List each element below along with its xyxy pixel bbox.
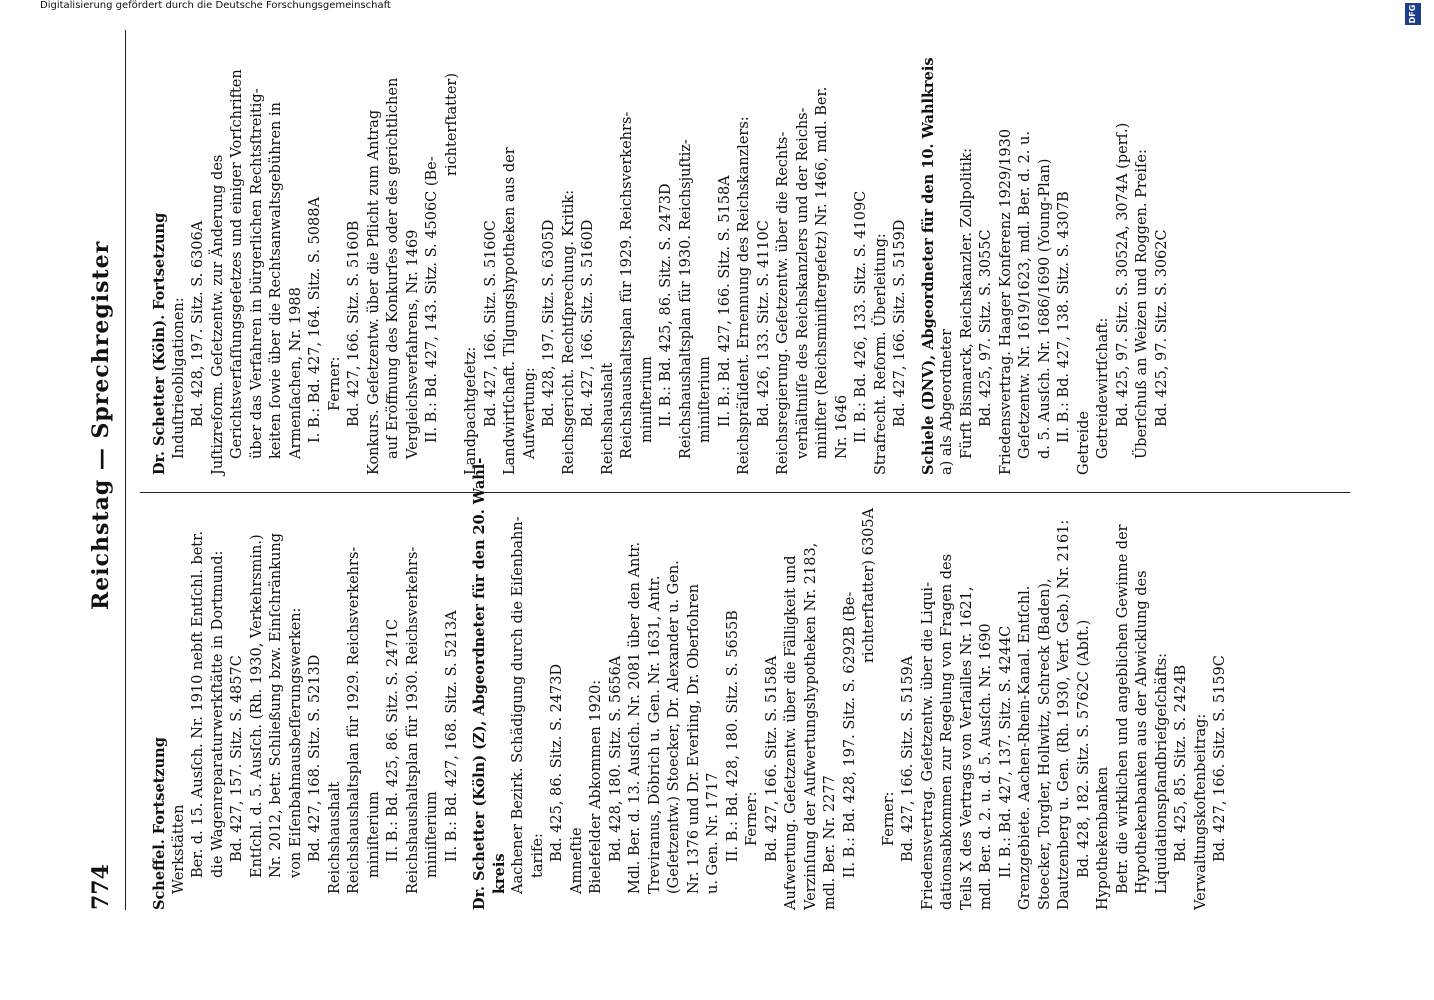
- register-line: Reichshaushalt: [326, 781, 343, 894]
- page-header: [82, 30, 122, 910]
- register-line: dationsabkommen zur Regelung von Fragen des: [939, 553, 955, 910]
- register-line: Bd. 428, 197. Sitz. S. 6306A: [190, 220, 206, 427]
- register-line: Werkstätten: [170, 804, 187, 894]
- register-line: Mdl. Ber. d. 13. Ausſch. Nr. 2081 über den Antr.: [627, 541, 643, 894]
- register-line: Verwaltungskoſtenbeitrag:: [1192, 713, 1209, 910]
- register-line: Konkurs. Geſetzentw. über die Pflicht zum Antrag: [365, 109, 382, 475]
- register-line: Amneſtie: [568, 827, 585, 894]
- register-line: d. 5. Ausſch. Nr. 1686/1690 (Young-Plan): [1036, 158, 1053, 459]
- register-line: Betr. die wirklichen und angeblichen Gewinne der: [1114, 524, 1131, 894]
- register-line: richterſtatter): [443, 73, 460, 177]
- register-line: Reichshaushaltsplan für 1929. Reichsverkehrs-: [619, 111, 635, 459]
- register-line: Armenſachen, Nr. 1988: [287, 287, 304, 459]
- register-line: Teils X des Vertrags von Verſailles Nr. 1621,: [958, 586, 975, 910]
- register-line: Aachener Bezirk. Schädigung durch die Eiſenbahn-: [510, 516, 526, 894]
- register-line: Bd. 427, 166. Sitz. S. 5160D: [580, 219, 596, 427]
- register-line: II. B.: Bd. 427, 143. Sitz. S. 4506C (Be-: [424, 156, 440, 443]
- register-line: Bd. 428, 182. Sitz. S. 5762C (Abſt.): [1075, 619, 1092, 878]
- register-line: über das Verfahren in bürgerlichen Rechtsſtreitig-: [248, 88, 265, 459]
- register-line: Dr. Schetter (Köln). Fortsetzung: [151, 212, 168, 475]
- register-line: Bd. 425, 97. Sitz. S. 3052A, 3074A (perſ.): [1114, 122, 1131, 427]
- register-line: Reichshaushaltsplan für 1929. Reichsverkehrs-: [346, 546, 362, 894]
- register-line: Ferner:: [326, 356, 343, 411]
- register-line: II. B.: Bd. 425, 86. Sitz. S. 2473D: [658, 183, 674, 427]
- register-line: Aufwertung. Geſetzentw. über die Fälligkeit und: [783, 555, 799, 910]
- register-line: Reichspräſident. Ernennung des Reichskanzlers:: [736, 116, 752, 475]
- register-line: miniſterium: [424, 791, 440, 878]
- register-line: Bd. 427, 157. Sitz. S. 4857C: [229, 655, 245, 862]
- register-line: II. B.: Bd. 427, 166. Sitz. S. 5158A: [716, 175, 733, 427]
- register-line: Bd. 427, 166. Sitz. S. 5160B: [346, 220, 362, 427]
- register-line: Strafrecht. Reform. Überleitung:: [872, 233, 889, 475]
- register-line: miniſterium: [697, 356, 713, 443]
- register-line: [911, 65, 919, 475]
- register-line: Dr. Schetter (Köln) (Z), Abgeordneter für den 20. Wahl-: [471, 457, 488, 910]
- running-head: Reichstag — Sprechregister: [88, 240, 114, 610]
- dfg-logo: DFG: [1405, 3, 1421, 25]
- register-line: II. B.: Bd. 428, 180. Sitz. S. 5655B: [724, 610, 741, 862]
- register-line: Nr. 1376 und Dr. Everling, Dr. Oberfohren: [685, 583, 702, 894]
- register-line: mdl. Ber. Nr. 2277: [822, 775, 838, 910]
- register-line: Friedensvertrag. Haager Konferenz 1929/1930: [997, 128, 1014, 475]
- register-line: II. B.: Bd. 426, 133. Sitz. S. 4109C: [853, 190, 869, 443]
- register-line: Hypothekenbanken: [1095, 766, 1111, 910]
- register-line: Landwirtſchaft. Tilgungshypotheken aus der: [502, 147, 518, 475]
- register-line: Bd. 427, 166. Sitz. S. 5158A: [763, 655, 780, 862]
- register-line: auf Eröffnung des Konkurſes oder des gerichtlichen: [385, 77, 401, 459]
- register-line: Grenzgebiete. Aachen-Rhein-Kanal. Entſchl.: [1017, 585, 1033, 910]
- register-line: Bd. 428, 197. Sitz. S. 6305D: [541, 219, 557, 427]
- register-line: Verzinſung der Aufwertungshypotheken Nr. 2183,: [802, 542, 819, 910]
- register-line: Stoecker, Torgler, Hollwitz, Schreck (Baden),: [1036, 578, 1053, 910]
- register-line: Ber. d. 15. Ausſch. Nr. 1910 nebſt Entſchl. betr.: [190, 530, 206, 878]
- margin-note: [40, 0, 1340, 12]
- register-line: Treviranus, Döbrich u. Gen. Nr. 1631, Antr.: [646, 575, 663, 894]
- register-line: die Wagenreparaturwerkſtätte in Dortmund:: [209, 550, 226, 878]
- register-line: Bd. 427, 166. Sitz. S. 5159D: [892, 219, 908, 427]
- register-line: von Eiſenbahnausbeſſerungswerken:: [287, 607, 304, 878]
- register-line: verhältniſſe des Reichskanzlers und der Reichs-: [794, 107, 811, 459]
- register-line: (Geſetzentw.) Stoecker, Dr. Alexander u. Gen.: [666, 560, 682, 894]
- register-line: II. B.: Bd. 428, 197. Sitz. S. 6292B (Be-: [841, 591, 858, 878]
- register-line: Juſtizreform. Geſetzentw. zur Änderung des: [209, 154, 226, 475]
- register-line: Schiele (DNV), Abgeordneter für den 10. Wahlkreis: [919, 57, 937, 475]
- register-line: Bd. 428, 180. Sitz. S. 5656A: [607, 655, 624, 862]
- register-line: Bd. 425, 86. Sitz. S. 2473D: [549, 663, 565, 862]
- register-line: keiten ſowie über die Rechtsanwaltsgebühren in: [268, 102, 284, 459]
- register-line: Reichshaushaltsplan für 1930. Reichsverkehrs-: [404, 546, 421, 894]
- register-line: [462, 500, 470, 910]
- register-line: u. Gen. Nr. 1717: [705, 772, 721, 894]
- register-line: Induſtrieobligationen:: [170, 297, 187, 459]
- register-line: Reichsgericht. Rechtſprechung. Kritik:: [560, 189, 577, 475]
- register-line: kreis: [490, 853, 508, 894]
- register-line: Gerichtsverfaſſungsgeſetzes und einiger Vorſchriften: [229, 69, 245, 459]
- register-line: Hypothekenbanken aus der Abwicklung des: [1134, 570, 1150, 894]
- register-line: Reichsregierung. Geſetzentw. über die Rechts-: [775, 131, 791, 475]
- register-line: Vergleichsverfahrens, Nr. 1469: [404, 229, 421, 459]
- register-line: tarife:: [529, 833, 546, 878]
- register-line: Reichshaushaltsplan für 1930. Reichsjuſtiz-: [677, 139, 694, 459]
- register-line: miniſterium: [638, 356, 655, 443]
- register-line: Bielefelder Abkommen 1920:: [588, 679, 604, 894]
- register-line: Bd. 425, 85. Sitz. S. 2424B: [1173, 664, 1189, 862]
- register-line: Bd. 427, 166. Sitz. S. 5160C: [482, 220, 499, 427]
- register-line: II. B.: Bd. 427, 138. Sitz. S. 4307B: [1056, 191, 1072, 443]
- register-line: Aufwertung:: [521, 367, 538, 459]
- register-line: Fürſt Bismarck, Reichskanzler. Zollpolitik:: [958, 147, 975, 459]
- register-line: Entſchl. d. 5. Ausſch. (Rh. 1930, Verkehrsmin.): [248, 534, 265, 878]
- register-line: Ferner:: [880, 791, 897, 846]
- register-line: Bd. 425, 97. Sitz. S. 3055C: [978, 229, 994, 427]
- register-line: Bd. 427, 166. Sitz. S. 5159C: [1212, 655, 1228, 862]
- register-line: Reichshaushalt: [599, 362, 616, 475]
- register-line: Bd. 427, 168. Sitz. S. 5213D: [307, 654, 323, 862]
- register-line: miniſterium: [365, 791, 382, 878]
- register-line: Bd. 427, 166. Sitz. S. 5159A: [900, 655, 916, 862]
- register-line: Getreide: [1075, 410, 1092, 475]
- register-line: Friedensvertrag. Geſetzentw. über die Liqui-: [919, 582, 936, 910]
- register-line: Bd. 426, 133. Sitz. S. 4110C: [755, 220, 772, 427]
- register-line: Liquidationspfandbriefgeſchäfts:: [1153, 653, 1170, 894]
- register-line: a) als Abgeordneter: [939, 328, 955, 475]
- register-line: II. B.: Bd. 427, 137. Sitz. S. 4244C: [997, 625, 1014, 878]
- register-line: II. B.: Bd. 425, 86. Sitz. S. 2471C: [385, 618, 401, 862]
- register-line: Nr. 2012, betr. Schließung bzw. Einſchränkung: [268, 533, 284, 878]
- register-line: richterſtatter) 6305A: [861, 508, 877, 664]
- left-column: [150, 457, 1231, 910]
- margin-note-text: Digitalisierung gefördert durch die Deutsche Forschungsgemeinschaft: [40, 0, 391, 11]
- register-line: Dautzenberg u. Gen. (Rh. 1930, Verf. Geb.) Nr. 2161:: [1056, 519, 1072, 910]
- page-number: 774: [88, 864, 114, 910]
- register-line: I. B.: Bd. 427, 164. Sitz. S. 5088A: [307, 197, 323, 443]
- register-line: Nr. 1646: [833, 394, 850, 459]
- register-line: miniſter (Reichsminiſtergeſetz) Nr. 1466, mdl. Ber.: [814, 86, 830, 459]
- header-rule: [125, 30, 126, 910]
- register-line: mdl. Ber. d. 2. u. d. 5. Ausſch. Nr. 1690: [978, 623, 994, 910]
- register-line: II. B.: Bd. 427, 168. Sitz. S. 5213A: [443, 610, 460, 862]
- register-line: Getreidewirtſchaft:: [1095, 317, 1111, 459]
- register-line: Ferner:: [744, 791, 760, 846]
- register-line: Scheffel. Fortsetzung: [151, 737, 168, 910]
- register-line: Bd. 425, 97. Sitz. S. 3062C: [1153, 229, 1170, 427]
- column-divider: [140, 492, 1350, 493]
- register-line: Geſetzentw. Nr. 1619/1623, mdl. Ber. d. 2. u.: [1017, 131, 1033, 459]
- right-column: [150, 57, 1172, 475]
- register-line: Landpachtgeſetz:: [463, 346, 479, 475]
- register-line: Überſchuß an Weizen und Roggen. Preiſe:: [1134, 149, 1150, 459]
